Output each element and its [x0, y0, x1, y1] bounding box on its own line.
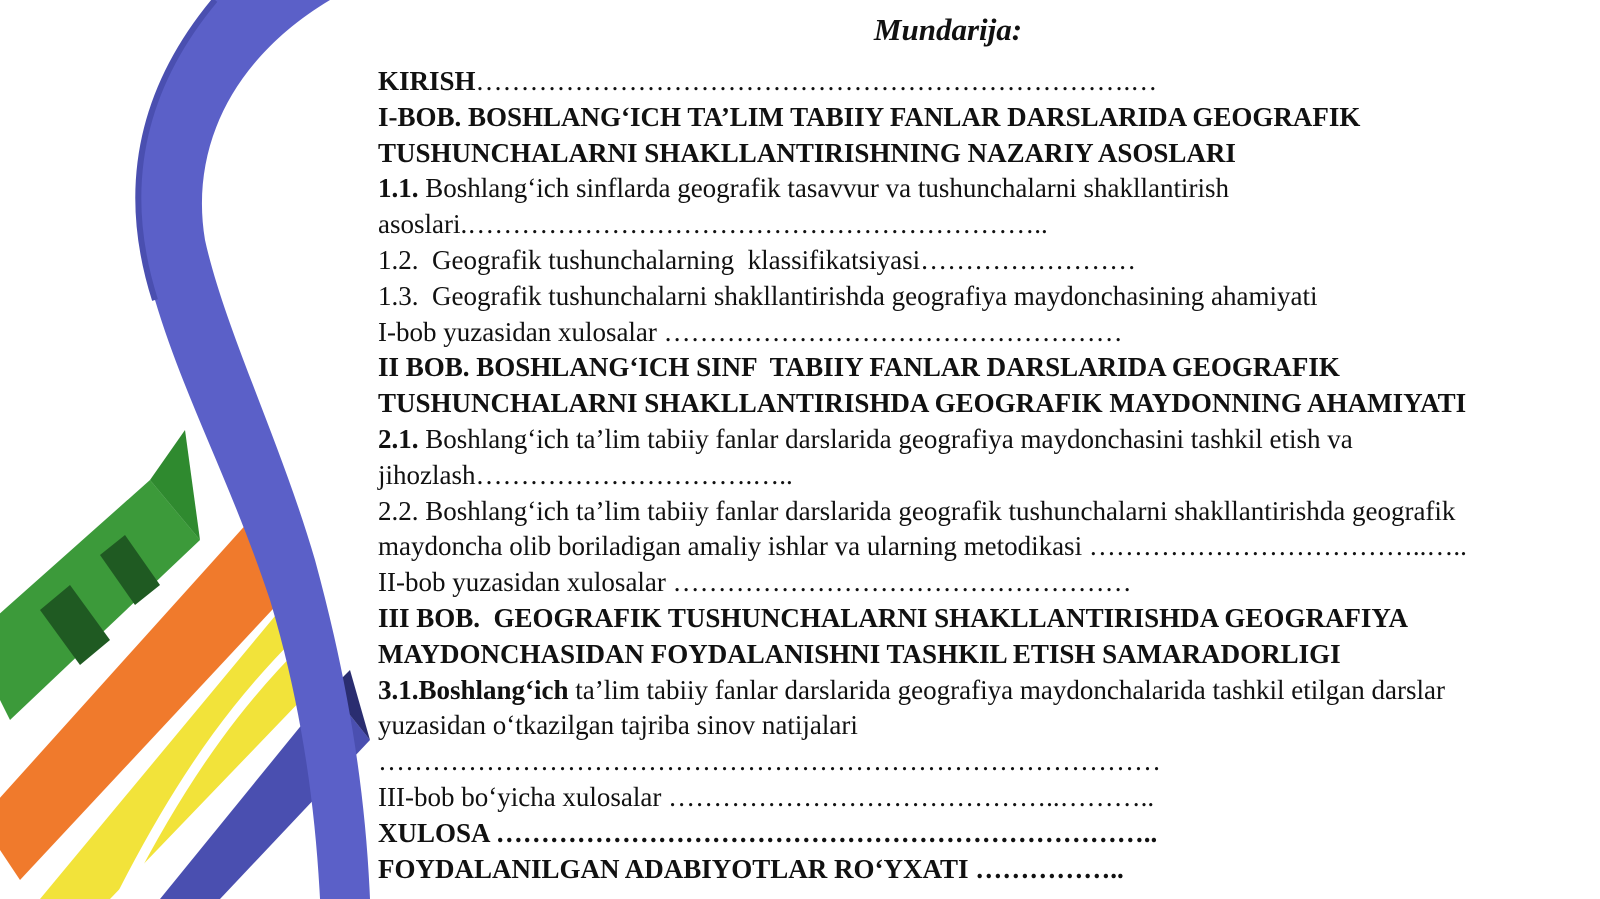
toc-entry: [378, 279, 1593, 315]
toc-entry-bold: 1.1.: [378, 173, 419, 204]
toc-entry-text: asoslari.………………………………………………………..: [378, 209, 1048, 240]
toc-entry-bold: II BOB. BOSHLANG‘ICH SINF TABIIY FANLAR DARSLARIDA GEOGRAFIK: [378, 352, 1340, 383]
toc-entry: [378, 816, 1593, 852]
toc-entry-text: yuzasidan o‘tkazilgan tajriba sinov natijalari: [378, 710, 858, 741]
toc-entry-bold: I-BOB. BOSHLANG‘ICH TA’LIM TABIIY FANLAR DARSLARIDA GEOGRAFIK: [378, 101, 1361, 132]
toc-entry-text: Boshlang‘ich ta’lim tabiiy fanlar darslarida geografiya maydonchasini tashkil etish va: [418, 423, 1353, 454]
toc-entry: [378, 386, 1593, 422]
toc-entry: [378, 64, 1593, 100]
toc-entry: [378, 744, 1593, 780]
toc-entry-bold: XULOSA ………………………………………………………………..: [378, 817, 1158, 848]
toc-entry-text: jihozlash………………………….…..: [378, 459, 793, 490]
toc-entry: [378, 136, 1593, 172]
toc-entry-text: 1.3. Geografik tushunchalarni shakllantirishda geografiya maydonchasining ahamiyati: [378, 280, 1318, 311]
toc-entry: [378, 458, 1593, 494]
toc-entry: [378, 708, 1593, 744]
toc-entry: [378, 243, 1593, 279]
page-title: Mundarija:: [873, 12, 1023, 47]
toc-entry: [378, 565, 1593, 601]
toc-entry: [378, 529, 1593, 565]
toc-entry: [378, 100, 1593, 136]
toc-entry-text: Boshlang‘ich sinflarda geografik tasavvur va tushunchalarni shakllantirish: [418, 173, 1230, 204]
toc-entry: [378, 315, 1593, 351]
toc-entry-text: ……………………………………………………………………………: [378, 746, 1161, 777]
crayon-ribbon-illustration: [0, 0, 380, 899]
toc-entry-bold: TUSHUNCHALARNI SHAKLLANTIRISHNING NAZARIY ASOSLARI: [378, 137, 1236, 168]
table-of-contents: [378, 8, 1593, 887]
toc-entry: [378, 601, 1593, 637]
toc-entry-text: ta’lim tabiiy fanlar darslarida geografiya maydonchalarida tashkil etilgan darslar: [568, 674, 1445, 705]
toc-entry: [378, 673, 1593, 709]
toc-entry-text: ……………………………………………………………….…: [475, 66, 1158, 96]
toc-entry-text: 1.2. Geografik tushunchalarning klassifikatsiyasi……………………: [378, 244, 1137, 275]
toc-entry: [378, 780, 1593, 816]
toc-entry-bold: KIRISH: [378, 66, 476, 96]
toc-entry-text: II-bob yuzasidan xulosalar ……………………………………………: [378, 567, 1132, 598]
toc-entry-bold: III BOB. GEOGRAFIK TUSHUNCHALARNI SHAKLLANTIRISHDA GEOGRAFIYA: [378, 602, 1408, 633]
toc-entry: [378, 637, 1593, 673]
toc-entry: [378, 852, 1593, 888]
toc-entry-bold: FOYDALANILGAN ADABIYOTLAR RO‘YXATI ……………..: [378, 853, 1124, 884]
toc-entry-bold: TUSHUNCHALARNI SHAKLLANTIRISHDA GEOGRAFIK MAYDONNING AHAMIYATI: [378, 388, 1467, 419]
toc-entry-text: 2.2. Boshlang‘ich ta’lim tabiiy fanlar darslarida geografik tushunchalarni shakllantirishda geografik: [378, 495, 1456, 526]
toc-entry: [378, 350, 1593, 386]
toc-entry: [378, 171, 1593, 207]
toc-entry-text: maydoncha olib boriladigan amaliy ishlar va ularning metodikasi ………………………………..…..: [378, 531, 1467, 562]
toc-entry-text: III-bob bo‘yicha xulosalar ……………………………………..………..: [378, 781, 1155, 812]
toc-list: [378, 64, 1593, 887]
toc-entry-bold: 3.1.Boshlang‘ich: [378, 674, 569, 705]
toc-entry: [378, 207, 1593, 243]
toc-entry-text: I-bob yuzasidan xulosalar ……………………………………………: [378, 316, 1123, 347]
toc-entry-bold: 2.1.: [378, 423, 419, 454]
toc-entry-bold: MAYDONCHASIDAN FOYDALANISHNI TASHKIL ETISH SAMARADORLIGI: [378, 638, 1341, 669]
toc-entry: [378, 422, 1593, 458]
toc-entry: [378, 494, 1593, 530]
